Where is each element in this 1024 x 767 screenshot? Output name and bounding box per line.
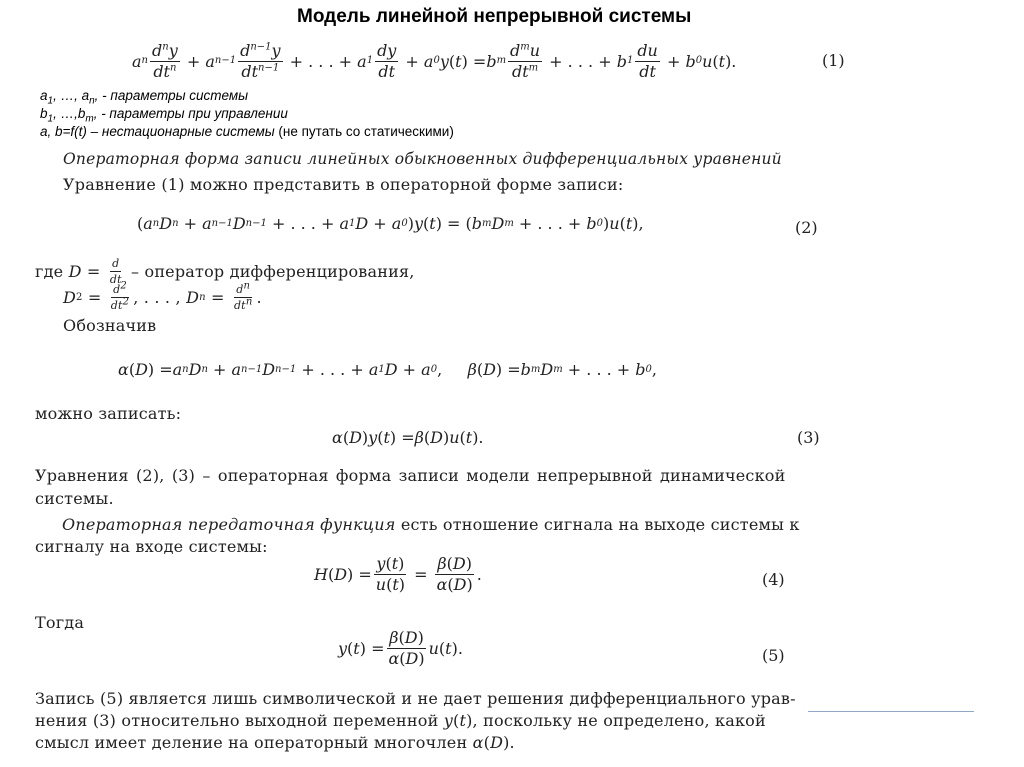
page-title: Модель линейной непрерывной системы xyxy=(297,6,692,27)
paragraph-line: системы. xyxy=(35,489,114,508)
equation-2: ( a n D n + a n−1 D n−1 + . . . + a 1 D + a 0 ) y ( t ) = ( b m D m + . . . + b 0 ) u ( t ), xyxy=(137,214,644,233)
denote-text: Обозначив xyxy=(63,316,157,335)
paragraph-transfer-function xyxy=(35,514,800,558)
operator-powers: D 2 = $\frac{d^2}{dt^2}$ , . . . , D n = $\frac{d^n}{dt^n}$ . xyxy=(63,280,262,312)
transfer-rest: есть отношение сигнала на выходе системы к xyxy=(395,515,800,534)
equation-number-2: (2) xyxy=(795,218,818,237)
transfer-term: Операторная передаточная функция xyxy=(62,515,396,534)
paragraph-line: нения (3) относительно выходной переменной y(t), поскольку не определено, какой xyxy=(35,711,766,730)
equation-number-3: (3) xyxy=(797,428,820,447)
equation-number-1: (1) xyxy=(822,51,845,70)
note-line-nonstationary: a, b=f(t) – нестационарные системы (не путать со статическими) xyxy=(40,124,454,139)
where-prefix: где xyxy=(35,262,64,281)
eq1-intro: Уравнение (1) можно представить в операторной форме записи: xyxy=(63,175,624,194)
equation-number-5: (5) xyxy=(762,646,785,665)
then-text: Тогда xyxy=(35,613,85,632)
parameter-notes xyxy=(40,87,454,141)
equation-4: H ( D ) = $\frac{y(t)}{u(t)}$ = $\frac{\beta(D)}{\alpha(D)}$ . xyxy=(314,554,482,594)
equation-1: a n $\frac{d^ny}{dt^n}$ + a n−1 $\frac{d^{n-1}y}{dt^{n-1}}$ + . . . + a 1 $\frac{dy}{dt}$ + a 0 y ( t ) = b m $\frac{d^mu}{dt^m}$ + . . . + b 1 $\frac{du}{dt}$ + b 0 u ( t ). xyxy=(132,40,737,81)
note-line-b: $b_1$, $\dots,b_m$, - параметры при управлении xyxy=(40,106,288,125)
where-text: – оператор дифференцирования, xyxy=(131,262,415,281)
paragraph-line: Запись (5) является лишь символической и не дает решения дифференциального урав- xyxy=(35,689,796,708)
decorative-divider xyxy=(808,711,974,712)
equation-number-4: (4) xyxy=(762,570,785,589)
operator-definition: где D = $\frac{d}{dt}$ – оператор дифференцирования, xyxy=(35,257,415,286)
can-write-text: можно записать: xyxy=(35,404,182,423)
paragraph-symbolic-note xyxy=(35,688,796,754)
section-heading-operator-form: Операторная форма записи линейных обыкновенных дифференциальных уравнений xyxy=(63,150,782,168)
paragraph-operator-forms xyxy=(35,464,785,510)
equation-3: α ( D ) y ( t ) = β ( D ) u ( t ). xyxy=(332,428,484,447)
paragraph-line: Уравнения (2), (3) – операторная форма записи модели непрерывной динамической xyxy=(35,466,786,485)
note-line-a: $a_1$, …, $a_n$, - параметры системы xyxy=(40,88,249,107)
paragraph-line: сигналу на входе системы: xyxy=(35,537,268,556)
alpha-beta-definitions: α ( D ) = a n D n + a n−1 D n−1 + . . . + a 1 D + a 0 , β ( D ) = b m D m + . . . + b 0 , xyxy=(118,360,658,379)
paragraph-line: смысл имеет деление на операторный многочлен α(D). xyxy=(35,733,515,752)
equation-5: y ( t ) = $\frac{\beta(D)}{\alpha(D)}$ u ( t ). xyxy=(338,628,463,668)
